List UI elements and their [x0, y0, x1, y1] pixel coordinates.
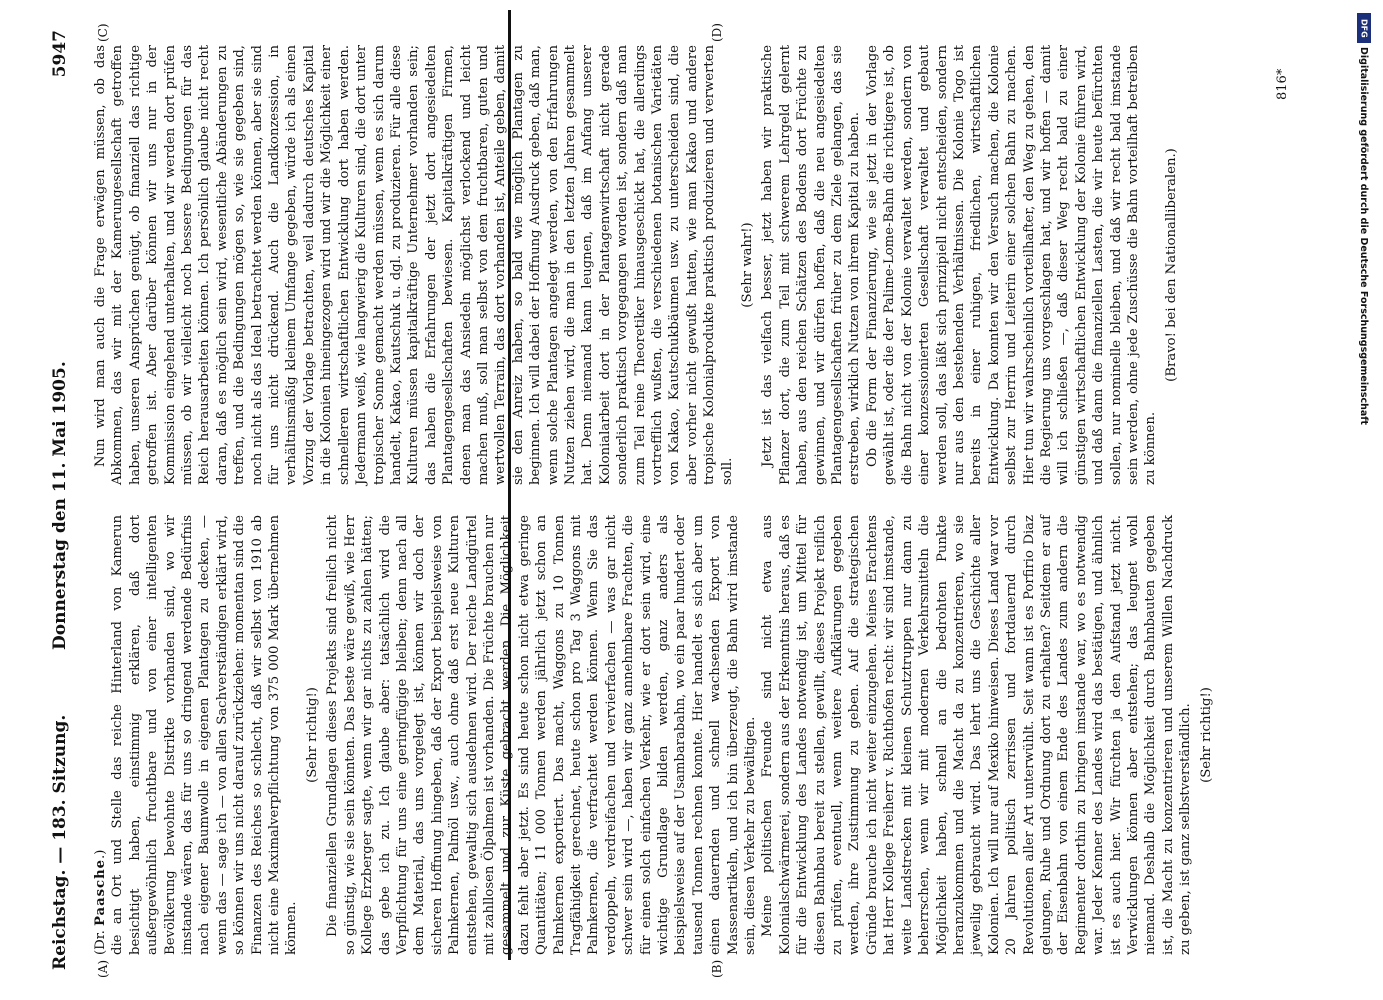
digitization-credit: Digitalisierung gefördert durch die Deutsche Forschungsgemeinschaft: [1358, 47, 1369, 425]
interjection: (Sehr richtig!): [1198, 687, 1214, 783]
speaker-line: [92, 515, 109, 955]
speaker-suffix: .): [93, 849, 108, 859]
paragraph: Die finanziellen Grundlagen dieses Projekts sind freilich nicht so günstig, wie sie sein könnten. Das beste wäre gewiß, wie Herr Kollege Erzberger sagte, wenn wir gar nichts zu zahlen hätten; das gebe ich zu. Ich glaube aber: tatsächlich wird die Verpflichtung für uns eine geringfügige bleiben; denn nach all dem Material, das uns vorgelegt ist, können wir doch der sicheren Hoffnung hingeben, daß der Export beispielsweise von Palmkernen, Palmöl usw., auch ohne daß erst neue Kulturen entstehen, gewaltig sich ausdehnen wird. Der reiche Landgürtel mit zahllosen Ölpalmen ist vorhanden. Die Früchte brauchen nur gesammelt und zur Küste gebracht werden. Die Möglichkeit dazu fehlt aber jetzt. Es sind heute schon nicht etwa geringe Quantitäten; 11 000 Tonnen werden jährlich jetzt schon an Palmkernen exportiert. Das macht, Waggons zu 10 Tonnen Tragfähigkeit gerechnet, heute schon pro Tag 3 Waggons mit Palmkernen, die verfrachtet werden können. Wenn Sie das verdoppeln, verdreifachen und vervierfachen — was gar nicht schwer sein wird —, haben wir ganz annehmbare Frachten, die für einen solch einfachen Verkehr, wie er dort sein wird, eine wichtige Grundlage bilden werden, ganz anders als beispielsweise auf der Usambarabahn, wo ein paar hundert oder tausend Tonnen rechnen konnte. Hier handelt es sich aber um einen dauernden und schnell wachsenden Export von Massenartikeln, und ich bin überzeugt, die Bahn wird imstande sein, diesen Verkehr zu bewältigen.: [325, 515, 759, 955]
margin-marker-b: (B): [710, 959, 724, 978]
page-number: 5947: [50, 30, 70, 78]
interjection: (Sehr wahr!): [740, 222, 756, 308]
speaker-prefix: (Dr.: [93, 926, 108, 955]
interjection: (Bravo! bei den Nationalliberalen.): [1163, 148, 1179, 382]
text-column-right: [92, 45, 1183, 485]
paragraph: Jetzt ist das vielfach besser, jetzt haben wir praktische Pflanzer dort, die zum Teil mit schwerem Lehrgeld gelernt haben, aus den reichen Schätzen des Bodens dort Früchte zu gewinnen, und wir dürfen hoffen, daß die neu angesiedelten Plantagengesellschaften früher zu dem Ziele gelangen, das sie erstreben, wirklich Nutzen von ihrem Kapital zu haben.: [760, 45, 863, 485]
margin-marker-a: (A): [96, 959, 110, 978]
margin-marker-c: (C): [96, 23, 110, 42]
page-mark: 816*: [1275, 68, 1290, 100]
interjection: (Sehr richtig!): [304, 687, 320, 783]
margin-marker-d: (D): [710, 23, 724, 42]
dfg-badge: DFG: [1357, 13, 1371, 43]
paragraph: die an Ort und Stelle das reiche Hinterland von Kamerun besichtigt haben, einstimmig erklären, daß dort außergewöhnlich fruchtbare und von einer intelligenten Bevölkerung bewohnte Distrikte vorhanden sind, wo wir imstande wären, das für uns so dringend werdende Bedürfnis nach eigener Baumwolle in eigenen Plantagen zu decken, — wenn das — sage ich — von allen Sachverständigen erklärt wird, so können wir uns nicht darauf zurückziehen: momentan sind die Finanzen des Reiches so schlecht, daß wir selbst von 1910 ab nicht eine Maximalverpflichtung von 375 000 Mark übernehmen können.: [110, 515, 300, 955]
paragraph: Nun wird man auch die Frage erwägen müssen, ob das Abkommen, das wir mit der Kamerungesellschaft getroffen haben, unseren Ansprüchen genügt, ob finanziell das richtige getroffen ist. Aber darüber können wir uns nur in der Kommission eingehend unterhalten, und wir werden dort prüfen müssen, ob wir vielleicht noch bessere Bedingungen für das Reich herausarbeiten können. Ich persönlich glaube nicht recht daran, daß es möglich sein wird, wesentliche Abänderungen zu treffen, und die Bedingungen mögen so, wie sie gegeben sind, noch nicht als das Ideal betrachtet werden können, aber sie sind für uns nicht drückend. Auch die Landkonzession, in verhältnismäßig kleinem Umfange gegeben, würde ich als einen Vorzug der Vorlage betrachten, weil dadurch deutsches Kapital in die Kolonien hineingezogen wird und wir die Möglichkeit einer schnelleren wirtschaftlichen Entwicklung dort haben werden. Jedermann weiß, wie langwierig die Kulturen sind, die dort unter tropischer Sonne gemacht werden müssen, wenn es sich darum handelt, Kakao, Kautschuk u. dgl. zu produzieren. Für alle diese Kulturen müssen kapitalkräftige Unternehmer vorhanden sein; das haben die Erfahrungen der jetzt dort angesiedelten Plantagengesellschaften bewiesen. Kapitalkräftigen Firmen, denen man das Ansiedeln möglichst verlockend und leicht machen muß, soll man selbst von dem fruchtbaren, guten und wertvollen Terrain, das dort vorhanden ist, Anteile geben, damit sie den Anreiz haben, so bald wie möglich Plantagen zu beginnen. Ich will dabei der Hoffnung Ausdruck geben, daß man, wenn solche Plantagen angelegt werden, von den Erfahrungen Nutzen ziehen wird, die man in den letzten Jahren gesammelt hat. Denn niemand kann leugnen, daß im Anfang unserer Kolonialarbeit dort in der Plantagenwirtschaft nicht gerade sonderlich praktisch vorgegangen worden ist, sondern daß man zum Teil reine Theoretiker hinausgeschickt hat, die allerdings vortrefflich wußten, die verschiedenen botanischen Varietäten von Kakao, Kautschukbäumen usw. zu unterscheiden sind, die aber vorher nicht gewußt hatten, wie man Kakao und andere tropische Kolonialprodukte praktisch produzieren und verwerten soll.: [93, 45, 735, 485]
speaker-name: Paasche: [93, 858, 108, 927]
text-column-left: [92, 515, 1218, 955]
header-left: Reichstag. — 183. Sitzung.: [50, 714, 70, 970]
digitization-sidebar: [1338, 5, 1383, 995]
running-header: [50, 30, 76, 970]
paragraph: Ob die Form der Finanzierung, wie sie jetzt in der Vorlage gewählt ist, oder die der Palime-Lome-Bahn die richtigere ist, ob die Bahn nicht von der Kolonie verwaltet werden, sondern von einer konzessionierten Gesellschaft verwaltet und gebaut werden soll, das läßt sich prinzipiell nicht entscheiden, sondern nur aus den bestehenden Verhältnissen. Die Kolonie Togo ist bereits in einer ruhigen, friedlichen, wirtschaftlichen Entwicklung. Da konnten wir den Versuch machen, die Kolonie selbst zur Herrin und Leiterin einer solchen Bahn zu machen. Hier tun wir wahrscheinlich vorteilhafter, den Weg zu gehen, den die Regierung uns vorgeschlagen hat, und wir hoffen — damit will ich schließen —, daß dieser Weg recht bald zu einer günstigen wirtschaftlichen Entwicklung der Kolonie führen wird, und daß dann die finanziellen Lasten, die wir heute befürchten sollen, nur nominelle bleiben, und daß wir recht bald imstande sein werden, ohne jede Zuschüsse die Bahn vorteilhaft betreiben zu können.: [864, 45, 1159, 485]
paragraph: Meine politischen Freunde sind nicht etwa aus Kolonialschwärmerei, sondern aus der Erkenntnis heraus, daß es für die Entwicklung des Landes notwendig ist, um Mittel für diesen Bahnbau bereit zu stellen, gewillt, dieses Projekt reiflich zu prüfen, eventuell, wenn weitere Aufklärungen gegeben werden, ihre Zustimmung zu geben. Auf die strategischen Gründe brauche ich nicht weiter einzugehen. Meines Erachtens hat Herr Kollege Freiherr v. Richthofen recht: wir sind imstande, weite Landstrecken mit kleinen Schutztruppen nur dann zu beherrschen, wenn wir mit modernen Verkehrsmitteln die Möglichkeit haben, schnell an die bedrohten Punkte heranzukommen und die Macht da zu konzentrieren, wo sie jeweilig gebraucht wird. Das lehrt uns die Geschichte aller Kolonien. Ich will nur auf Mexiko hinweisen. Dieses Land war vor 20 Jahren politisch zerrissen und fortdauernd durch Revolutionen aller Art unterwühlt. Seit wann ist es Porfirio Diaz gelungen, Ruhe und Ordnung dort zu erhalten? Seitdem er auf der Eisenbahn von einem Ende des Landes zum andern die Regimenter dorthin zu bringen imstande war, wo es notwendig war. Jeder Kenner des Landes wird das bestätigen, und ähnlich ist es auch hier. Wir fürchten ja den Aufstand jetzt nicht. Verwicklungen können aber entstehen; das leugnet wohl niemand. Deshalb die Möglichkeit durch Bahnbauten gegeben ist, die Macht zu konzentrieren und unserem Willen Nachdruck zu geben, ist ganz selbstverständlich.: [760, 515, 1194, 955]
header-date: Donnerstag den 11. Mai 1905.: [50, 361, 70, 650]
